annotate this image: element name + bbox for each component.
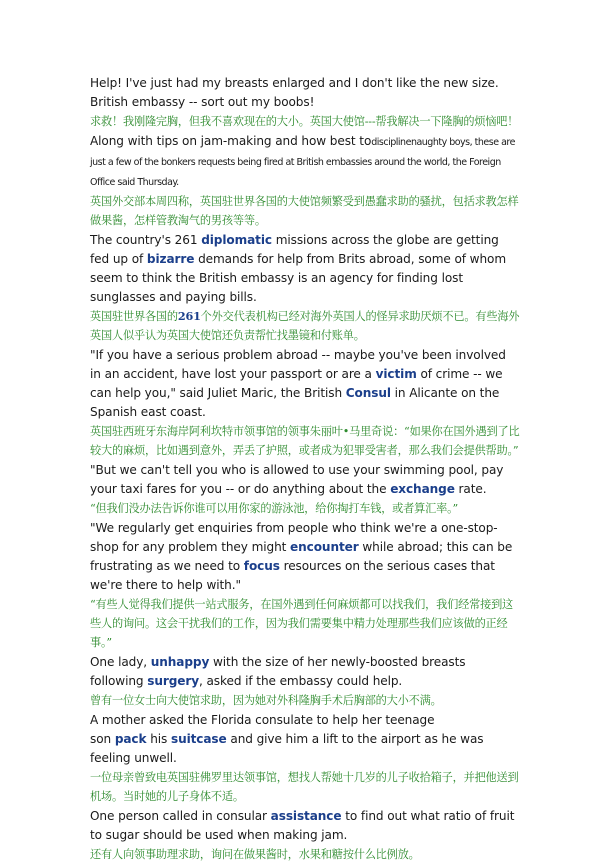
paragraph-en-8: A mother asked the Florida consulate to help her teenage son pack his suitcase and give him a lift to the airport as he was feeling unwell.: [90, 713, 484, 765]
keyword-encounter: encounter: [290, 540, 359, 554]
keyword-focus: focus: [243, 559, 280, 573]
paragraph-en-7: One lady, unhappy with the size of her newly-boosted breasts following surgery, asked if the embassy could help.: [90, 655, 466, 688]
paragraph-en-3: The country's 261 diplomatic missions across the globe are getting fed up of bizarre demands for help from Brits abroad, some of whom seem to think the British embassy is an agency for finding lost sunglasses and paying bills.: [90, 233, 507, 304]
keyword-consul: Consul: [345, 386, 391, 400]
keyword-diplomatic: diplomatic: [201, 233, 272, 247]
paragraph-cn-4: 英国驻西班牙东海岸阿利坎特市领事馆的领事朱丽叶•马里奇说：“如果你在国外遇到了比较大的麻烦，比如遇到意外，弄丢了护照，或者成为犯罪受害者，那么我们会提供帮助。”: [90, 425, 520, 457]
keyword-suitcase: suitcase: [170, 732, 227, 746]
paragraph-en-2: Along with tips on jam-making and how best todisciplinenaughty boys, these are just a few of the bonkers requests being fired at British embassies around the world, the Foreign Office said Thursday.: [90, 134, 515, 188]
paragraph-cn-7: 曾有一位女士向大使馆求助，因为她对外科隆胸手术后胸部的大小不满。: [90, 694, 442, 707]
paragraph-cn-5: “但我们没办法告诉你谁可以用你家的游泳池，给你掏打车钱，或者算汇率。”: [90, 502, 459, 515]
keyword-exchange: exchange: [390, 482, 455, 496]
paragraph-en-5: "But we can't tell you who is allowed to use your swimming pool, pay your taxi fares for you -- or do anything about the exchange rate.: [90, 463, 504, 496]
keyword-victim: victim: [375, 367, 417, 381]
keyword-bizarre: bizarre: [146, 252, 195, 266]
paragraph-en-4: "If you have a serious problem abroad -- maybe you've been involved in an accident, have lost your passport or are a victim of crime -- we can help you," said Juliet Maric, the British Consul in Alicante on the Spanish east coast.: [90, 348, 506, 419]
paragraph-cn-1: 求救！我刚隆完胸，但我不喜欢现在的大小。英国大使馆---帮我解决一下隆胸的烦恼吧！: [90, 115, 519, 128]
paragraph-en-6: "We regularly get enquiries from people who think we're a one-stop-shop for any problem they might encounter while abroad; this can be frustrating as we need to focus resources on the serious cases that we're there to help with.": [90, 521, 513, 592]
paragraph-cn-2: 英国外交部本周四称，英国驻世界各国的大使馆频繁受到愚蠢求助的骚扰，包括求教怎样做果酱，怎样管教淘气的男孩等等。: [90, 195, 519, 227]
paragraph-cn-8: 一位母亲曾致电英国驻佛罗里达领事馆，想找人帮她十几岁的儿子收拾箱子，并把他送到机场。当时她的儿子身体不适。: [90, 771, 519, 803]
keyword-unhappy: unhappy: [150, 655, 210, 669]
paragraph-en-9: One person called in consular assistance to find out what ratio of fruit to sugar should be used when making jam.: [90, 809, 515, 842]
paragraph-cn-9: 还有人向领事助理求助，询问在做果酱时，水果和糖按什么比例放。: [90, 848, 420, 861]
keyword-261: 261: [177, 309, 201, 323]
discipline-word: discipline: [371, 137, 411, 148]
paragraph-cn-3: 英国驻世界各国的261个外交代表机构已经对海外英国人的怪异求助厌烦不已。有些海外英国人似乎认为英国大使馆还负责帮忙找墨镜和付账单。: [90, 309, 520, 342]
keyword-assistance: assistance: [270, 809, 342, 823]
paragraph-en-1: Help! I've just had my breasts enlarged and I don't like the new size. British embassy -- sort out my boobs!: [90, 76, 499, 109]
keyword-surgery: surgery: [147, 674, 199, 688]
keyword-pack: pack: [114, 732, 147, 746]
paragraph-cn-6: “有些人觉得我们提供一站式服务，在国外遇到任何麻烦都可以找我们，我们经常接到这些人的询问。这会干扰我们的工作，因为我们需要集中精力处理那些我们应该做的正经事。”: [90, 598, 514, 649]
